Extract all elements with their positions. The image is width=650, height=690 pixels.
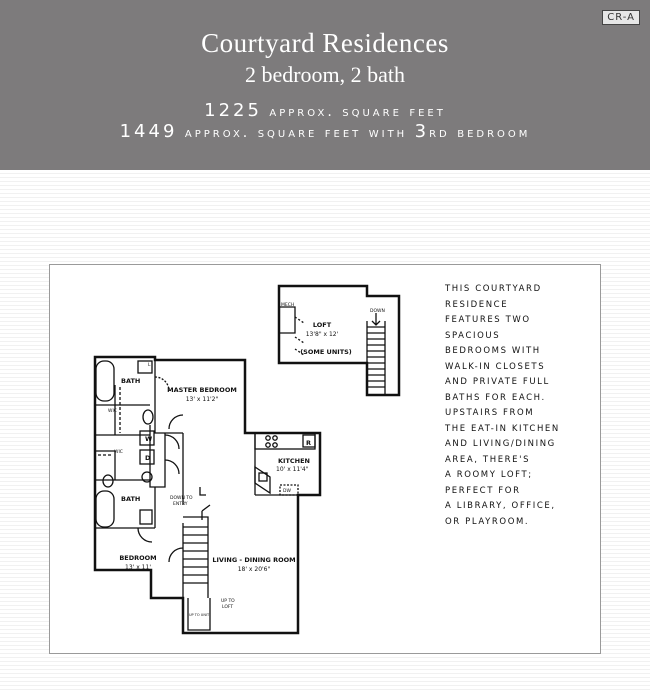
description-line: OR PLAYROOM.	[445, 516, 530, 527]
square-feet-3rd-bedroom-line	[0, 121, 650, 142]
description-line: WALK-IN CLOSETS	[445, 361, 546, 372]
wic-2-label: WIC	[114, 450, 123, 455]
master-bedroom-label: MASTER BEDROOM	[167, 386, 237, 394]
loft-dimensions: 13'8" x 12'	[305, 331, 339, 338]
description-line: FEATURES TWO	[445, 315, 531, 325]
description-line: AND PRIVATE FULL	[445, 377, 550, 387]
master-bedroom-dimensions: 13' x 11'2"	[185, 396, 219, 403]
page-title: Courtyard Residences	[201, 28, 449, 58]
plan-code-badge: CR-A	[602, 10, 640, 25]
sqft-text-bedroom: rd bedroom	[429, 125, 531, 141]
bath-2-label: BATH	[121, 495, 141, 503]
bedroom-dimensions: 13' x 11'	[125, 564, 151, 571]
description-line: UPSTAIRS FROM	[445, 408, 535, 418]
floor-plan-panel	[49, 264, 601, 654]
description-line: AREA, THERE'S	[445, 454, 531, 465]
description-line: AND LIVING/DINING	[445, 439, 556, 449]
header-banner	[0, 0, 650, 170]
description-line: PERFECT FOR	[445, 485, 521, 496]
unit-description	[445, 282, 595, 530]
description-line: A LIBRARY, OFFICE,	[445, 501, 556, 511]
dryer-label: D	[145, 454, 151, 462]
description-line: THIS COURTYARD	[445, 284, 542, 294]
description-line: BEDROOMS WITH	[445, 346, 541, 356]
description-line: RESIDENCE	[445, 299, 509, 310]
sqft-number-ordinal: 3	[414, 121, 430, 142]
bedroom-label: BEDROOM	[119, 554, 157, 562]
description-line: SPACIOUS	[445, 330, 501, 341]
square-feet-line	[0, 100, 650, 121]
down-to-label: DOWN TO	[170, 496, 193, 501]
dishwasher-label: DW	[283, 489, 291, 494]
sqft-number: 1225	[204, 100, 262, 121]
bath-1-label: BATH	[121, 377, 141, 385]
description-line: THE EAT-IN KITCHEN	[445, 423, 560, 434]
living-dining-dimensions: 18' x 20'6"	[237, 566, 271, 573]
washer-label: W	[145, 435, 153, 443]
mech-label: MECH	[281, 303, 295, 308]
fridge-label: R	[306, 439, 312, 447]
kitchen-dimensions: 10' x 11'4"	[276, 466, 309, 473]
loft-walls	[279, 286, 399, 395]
linen-closet-label: L	[148, 363, 151, 368]
up-to-unit-label: UP TO UNIT	[189, 613, 210, 617]
down-label: DOWN	[370, 309, 385, 314]
up-to-label: UP TO	[221, 599, 235, 604]
living-dining-label: LIVING - DINING ROOM	[212, 556, 296, 564]
wic-1-label: WIC	[108, 409, 117, 414]
loft-note: (SOME UNITS)	[300, 348, 352, 356]
page-subtitle: 2 bedroom, 2 bath	[244, 62, 406, 87]
floor-plan-labels	[108, 302, 385, 617]
sqft-text: approx. square feet with	[184, 125, 408, 141]
loft-label: LOFT	[312, 321, 332, 329]
description-line: BATHS FOR EACH.	[445, 392, 546, 403]
kitchen-label: KITCHEN	[278, 457, 310, 465]
sqft-number: 1449	[119, 121, 178, 142]
entry-label: ENTRY	[173, 502, 188, 507]
description-line: A ROOMY LOFT;	[445, 470, 533, 480]
sqft-text: approx. square feet	[269, 104, 446, 120]
up-to-loft-label: LOFT	[222, 605, 234, 610]
